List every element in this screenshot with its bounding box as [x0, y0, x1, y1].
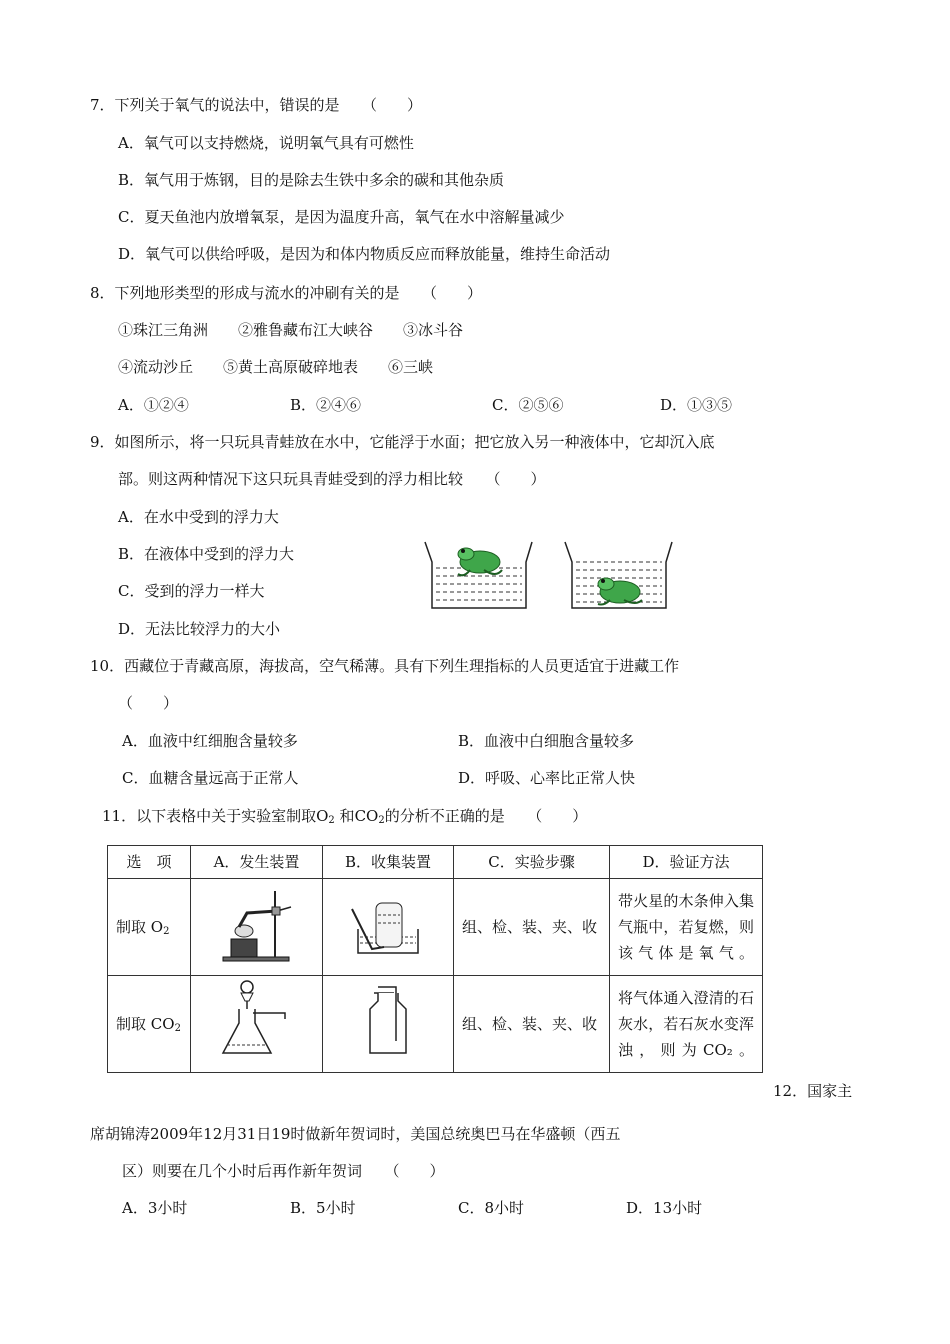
q8-option-d: D．①③⑤: [660, 396, 733, 414]
q12-stem-head: 12．国家主: [773, 1082, 853, 1100]
beaker-liquid-sinking-frog-figure: [562, 540, 674, 610]
heating-apparatus-icon: [217, 883, 297, 963]
q10-option-d: D．呼吸、心率比正常人快: [458, 769, 636, 787]
co2-generator-figure: [191, 976, 323, 1073]
o2-generator-figure: [191, 879, 323, 976]
q9-option-d: D．无法比较浮力的大小: [118, 620, 281, 638]
q8-stem: 8．下列地形类型的形成与流水的冲刷有关的是 （ ）: [90, 284, 483, 302]
q9-stem-line1: 9．如图所示，将一只玩具青蛙放在水中，它能浮于水面；把它放入另一种液体中，它却沉入底: [90, 433, 715, 451]
beaker-water-floating-frog-figure: [422, 540, 534, 610]
header-option: 选 项: [108, 846, 191, 879]
q10-stem: 10．西藏位于青藏高原，海拔高，空气稀薄。具有下列生理指标的人员更适宜于进藏工作: [90, 657, 680, 675]
header-generator: A．发生装置: [191, 846, 323, 879]
frog-icon: [598, 578, 642, 605]
q9-option-c: C．受到的浮力一样大: [118, 582, 265, 600]
q10-option-c: C．血糖含量远高于正常人: [122, 769, 299, 787]
q10-option-b: B．血液中白细胞含量较多: [458, 732, 635, 750]
q12-stem-line1: 席胡锦涛2009年12月31日19时做新年贺词时，美国总统奥巴马在华盛顿（西五: [90, 1125, 621, 1143]
flask-funnel-apparatus-icon: [217, 979, 297, 1061]
q8-option-c: C．②⑤⑥: [492, 396, 564, 414]
q12-option-c: C．8小时: [458, 1199, 525, 1217]
q10-option-a: A．血液中红细胞含量较多: [122, 732, 298, 750]
q8-option-b: B．②④⑥: [290, 396, 362, 414]
q12-stem-line2: 区）则要在几个小时后再作新年贺词 （ ）: [122, 1162, 445, 1180]
co2-verify: 将气体通入澄清的石灰水，若石灰水变浑浊，则为CO₂。: [610, 976, 763, 1073]
co2-collector-figure: [323, 976, 454, 1073]
q10-answer-paren: （ ）: [118, 694, 179, 712]
frog-icon: [458, 548, 502, 575]
table-row: [108, 976, 763, 1073]
q7-option-a: A．氧气可以支持燃烧，说明氧气具有可燃性: [118, 134, 414, 152]
q9-stem-line2: 部。则这两种情况下这只玩具青蛙受到的浮力相比较 （ ）: [118, 470, 546, 488]
header-collector: B．收集装置: [323, 846, 454, 879]
co2-steps: 组、检、装、夹、收: [454, 976, 610, 1073]
q9-option-a: A．在水中受到的浮力大: [118, 508, 279, 526]
q8-option-a: A．①②④: [118, 396, 189, 414]
table-row: [108, 879, 763, 976]
q8-items-line1: ①珠江三角洲 ②雅鲁藏布江大峡谷 ③冰斗谷: [118, 321, 464, 339]
q7-option-d: D．氧气可以供给呼吸，是因为和体内物质反应而释放能量，维持生命活动: [118, 245, 611, 263]
row-label-o2: 制取 $O_2$: [108, 879, 191, 976]
row-label-co2: 制取 $CO_2$: [108, 976, 191, 1073]
q9-option-b: B．在液体中受到的浮力大: [118, 545, 295, 563]
o2-verify: 带火星的木条伸入集气瓶中，若复燃，则该气体是氧气。: [610, 879, 763, 976]
o2-collector-figure: [323, 879, 454, 976]
experiment-table: [107, 845, 763, 1073]
q12-option-b: B．5小时: [290, 1199, 356, 1217]
q12-option-a: A．3小时: [122, 1199, 188, 1217]
q7-stem: 7．下列关于氧气的说法中，错误的是 （ ）: [90, 96, 423, 114]
header-verify: D．验证方法: [610, 846, 763, 879]
q7-option-c: C．夏天鱼池内放增氧泵，是因为温度升高，氧气在水中溶解量减少: [118, 208, 565, 226]
q12-option-d: D．13小时: [626, 1199, 703, 1217]
water-trough-collection-icon: [348, 883, 428, 963]
o2-steps: 组、检、装、夹、收: [454, 879, 610, 976]
q7-option-b: B．氧气用于炼钢，目的是除去生铁中多余的碳和其他杂质: [118, 171, 505, 189]
q11-stem: 11．以下表格中关于实验室制取$O_2$ 和$CO_2$的分析不正确的是 （ ）: [102, 807, 588, 826]
header-steps: C．实验步骤: [454, 846, 610, 879]
table-header-row: [108, 846, 763, 879]
gas-bottle-icon: [348, 979, 428, 1061]
q8-items-line2: ④流动沙丘 ⑤黄土高原破碎地表 ⑥三峡: [118, 358, 434, 376]
